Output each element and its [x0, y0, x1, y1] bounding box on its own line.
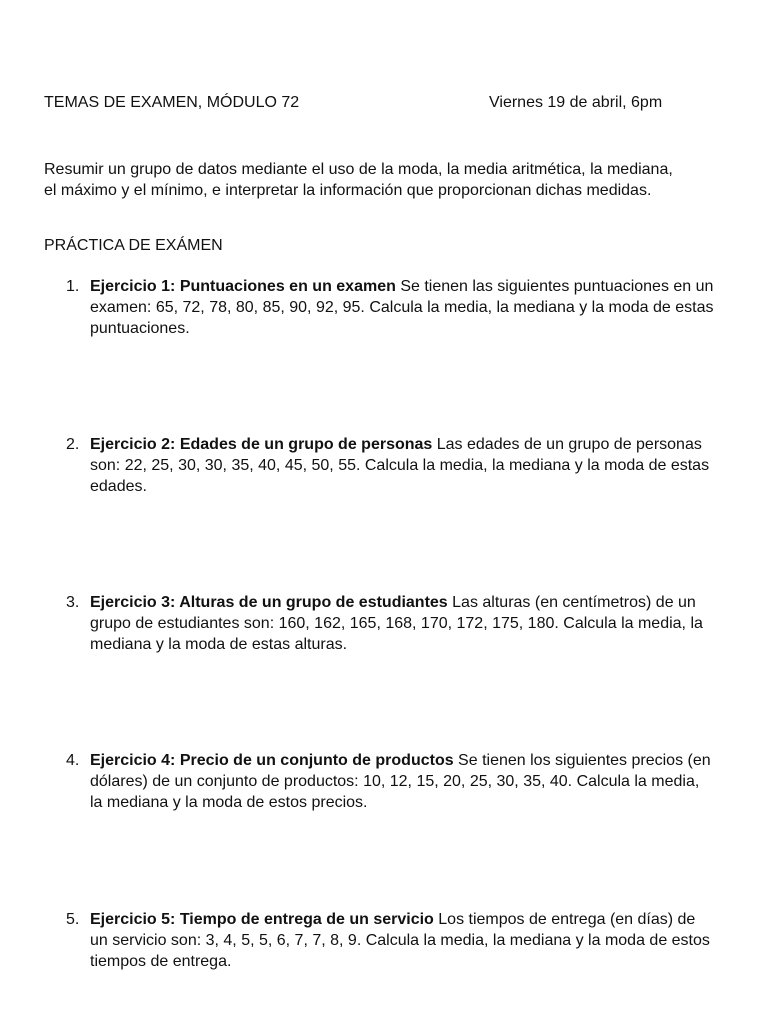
exercise-item-5	[66, 909, 716, 972]
exercise-number: 3.	[66, 594, 80, 611]
exercise-number: 1.	[66, 278, 80, 295]
intro-paragraph: Resumir un grupo de datos mediante el uso de la moda, la media aritmética, la mediana, el máximo y el mínimo, e interpretar la información que proporcionan dichas medidas.	[44, 161, 673, 199]
exercise-item-2	[66, 434, 716, 497]
exercise-number: 4.	[66, 752, 80, 769]
exercise-number: 2.	[66, 436, 80, 453]
exercise-title: Ejercicio 3: Alturas de un grupo de estudiantes	[90, 594, 448, 611]
practice-title: PRÁCTICA DE EXÁMEN	[44, 237, 223, 254]
exercise-text: Las edades de un grupo de personas son: 22, 25, 30, 30, 35, 40, 45, 50, 55. Calcula la media, la mediana y la moda de estas edades.	[90, 436, 710, 495]
exercise-text: Se tienen los siguientes precios (en dólares) de un conjunto de productos: 10, 12, 15, 20, 25, 30, 35, 40. Calcula la media, la mediana y la moda de estos precios.	[90, 752, 711, 811]
exam-topics-title: TEMAS DE EXAMEN, MÓDULO 72	[44, 94, 300, 111]
exercise-title: Ejercicio 4: Precio de un conjunto de productos	[90, 752, 454, 769]
exercise-item-1	[66, 276, 716, 339]
exam-date: Viernes 19 de abril, 6pm	[489, 94, 663, 111]
exercise-text: Las alturas (en centímetros) de un grupo de estudiantes son: 160, 162, 165, 168, 170, 172, 175, 180. Calcula la media, la mediana y la moda de estas alturas.	[90, 594, 703, 653]
exercise-title: Ejercicio 5: Tiempo de entrega de un servicio	[90, 911, 434, 928]
exercise-title: Ejercicio 1: Puntuaciones en un examen	[90, 278, 396, 295]
exercise-text: Los tiempos de entrega (en días) de un servicio son: 3, 4, 5, 5, 6, 7, 7, 8, 9. Calcula la media, la mediana y la moda de estos tiempos de entrega.	[90, 911, 710, 970]
exercise-number: 5.	[66, 911, 80, 928]
exercise-item-4	[66, 750, 716, 813]
exercise-text: Se tienen las siguientes puntuaciones en un examen: 65, 72, 78, 80, 85, 90, 92, 95. Calcula la media, la mediana y la moda de estas puntuaciones.	[90, 278, 714, 337]
exercise-item-3	[66, 592, 716, 655]
exercise-title: Ejercicio 2: Edades de un grupo de personas	[90, 436, 433, 453]
